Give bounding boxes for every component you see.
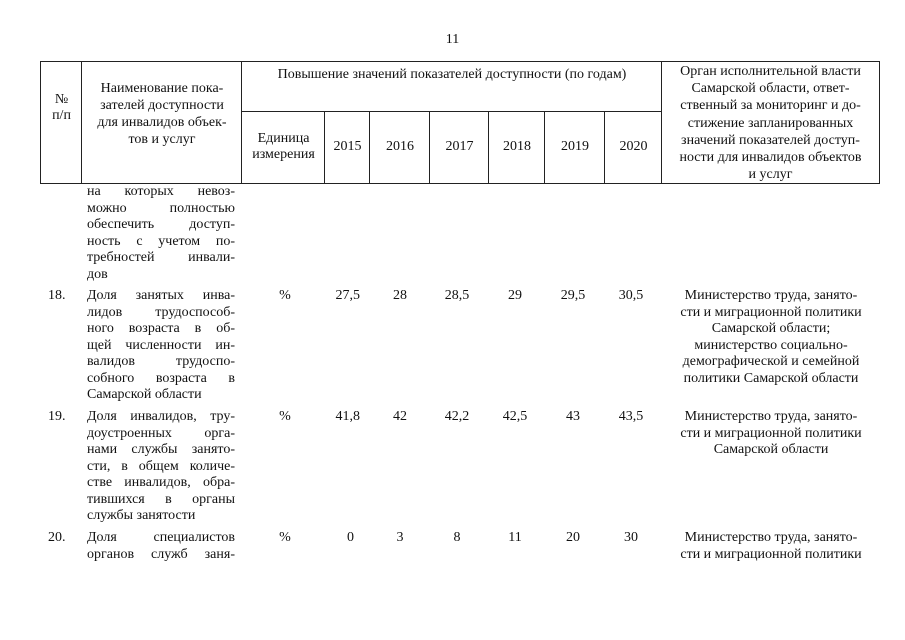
header-name-line: Наименование пока- (100, 81, 224, 96)
header-year-2017 (429, 111, 489, 184)
value-2019: 29,5 (560, 288, 586, 303)
text-line: нами службы занято- (87, 442, 235, 457)
text-line: Министерство труда, занято- (684, 288, 858, 303)
value-2015: 27,5 (335, 288, 360, 303)
header-num (40, 61, 82, 184)
header-org-line: и услуг (748, 167, 793, 183)
header-name-text (82, 62, 242, 148)
header-year-label: 2016 (386, 139, 414, 154)
text-line: доустроенных орга- (87, 425, 235, 441)
header-name-line: зателей доступности (100, 98, 224, 113)
value-2019: 43 (566, 409, 580, 424)
text-line: требностей инвали- (87, 250, 235, 265)
continuation-text (87, 184, 235, 283)
row-unit: % (279, 288, 291, 303)
text-line: стве инвалидов, обра- (87, 475, 235, 490)
value-2016: 42 (393, 409, 407, 424)
header-group (241, 61, 662, 112)
value-2018: 29 (508, 288, 522, 303)
header-org-line: Орган исполнительной власти (680, 64, 861, 79)
row-org (665, 409, 877, 459)
text-line: демографической и семейной (682, 354, 860, 369)
header-org-line: ности для инвалидов объектов (679, 150, 862, 166)
value-2020: 30,5 (618, 288, 644, 303)
header-unit-line: Единица (257, 131, 310, 146)
row-org (665, 530, 877, 563)
header-org-text (662, 62, 879, 183)
page-number: 11 (445, 32, 460, 47)
text-line: дов (87, 266, 108, 282)
header-year-label: 2018 (503, 139, 531, 154)
header-unit (241, 111, 325, 184)
text-line: собного возраста в (87, 370, 235, 386)
text-line: Самарской области (713, 442, 829, 457)
value-2016: 28 (393, 288, 407, 303)
row-unit: % (279, 530, 291, 545)
value-2017: 8 (453, 530, 461, 545)
text-line: ность с учетом по- (87, 233, 235, 249)
row-indicator-name (87, 409, 235, 525)
header-year-label: 2020 (619, 139, 648, 154)
row-number: 19. (48, 409, 66, 424)
header-unit-line: измерения (252, 147, 315, 162)
text-line: Самарской области (87, 387, 202, 402)
text-line: Министерство труда, занято- (684, 530, 858, 545)
text-line: можно полностью (87, 200, 235, 216)
text-line: политики Самарской области (683, 370, 859, 386)
text-line: сти, в общем количе- (87, 458, 235, 474)
value-2018: 42,5 (502, 409, 528, 424)
text-line: сти и миграционной политики (680, 425, 862, 441)
text-line: службы занятости (87, 508, 196, 523)
header-unit-label (252, 131, 315, 163)
text-line: Доля занятых инва- (87, 288, 235, 303)
value-2016: 3 (396, 530, 404, 545)
value-2015: 41,8 (335, 409, 360, 424)
header-group-label: Повышение значений показателей доступности (по годам) (277, 67, 627, 82)
text-line: тившихся в органы (87, 491, 235, 507)
text-line: Самарской области; (711, 321, 831, 336)
value-2020: 43,5 (618, 409, 644, 424)
header-org (661, 61, 880, 184)
header-org-line: значений показателей доступ- (681, 132, 860, 148)
text-line: сти и миграционной политики (680, 304, 862, 320)
header-name (81, 61, 242, 184)
header-year-label: 2019 (561, 139, 589, 154)
header-year-2020 (604, 111, 662, 184)
value-2017: 28,5 (444, 288, 470, 303)
row-org (665, 288, 877, 387)
value-2018: 11 (508, 530, 522, 545)
row-number: 20. (48, 530, 66, 545)
row-indicator-name (87, 530, 235, 563)
text-line: органов служб заня- (87, 546, 235, 562)
header-org-line: ственный за мониторинг и до- (680, 98, 861, 114)
text-line: Министерство труда, занято- (684, 409, 858, 424)
header-year-2018 (488, 111, 545, 184)
text-line: ного возраста в об- (87, 321, 235, 336)
text-line: Доля специалистов (87, 530, 235, 545)
header-year-2015 (324, 111, 370, 184)
row-number: 18. (48, 288, 66, 303)
header-org-line: стижение запланированных (687, 115, 854, 131)
header-num-label: № п/п (52, 91, 71, 123)
text-line: Доля инвалидов, тру- (87, 409, 235, 424)
header-year-label: 2015 (333, 139, 362, 154)
text-line: лидов трудоспособ- (87, 304, 235, 320)
value-2017: 42,2 (444, 409, 470, 424)
header-year-2016 (369, 111, 430, 184)
text-line: щей численности ин- (87, 337, 235, 353)
text-line: на которых невоз- (87, 184, 235, 199)
value-2020: 30 (624, 530, 638, 545)
header-name-line: тов и услуг (128, 132, 196, 147)
value-2019: 20 (566, 530, 580, 545)
text-line: министерство социально- (694, 337, 848, 353)
row-indicator-name (87, 288, 235, 404)
text-line: сти и миграционной политики (680, 546, 862, 562)
text-line: обеспечить доступ- (87, 217, 235, 232)
header-org-line: Самарской области, ответ- (691, 81, 850, 97)
row-unit: % (279, 409, 291, 424)
header-year-label: 2017 (445, 139, 474, 154)
header-name-line: для инвалидов объек- (97, 115, 227, 130)
value-2015: 0 (347, 530, 354, 545)
text-line: валидов трудоспо- (87, 354, 235, 369)
header-year-2019 (544, 111, 605, 184)
